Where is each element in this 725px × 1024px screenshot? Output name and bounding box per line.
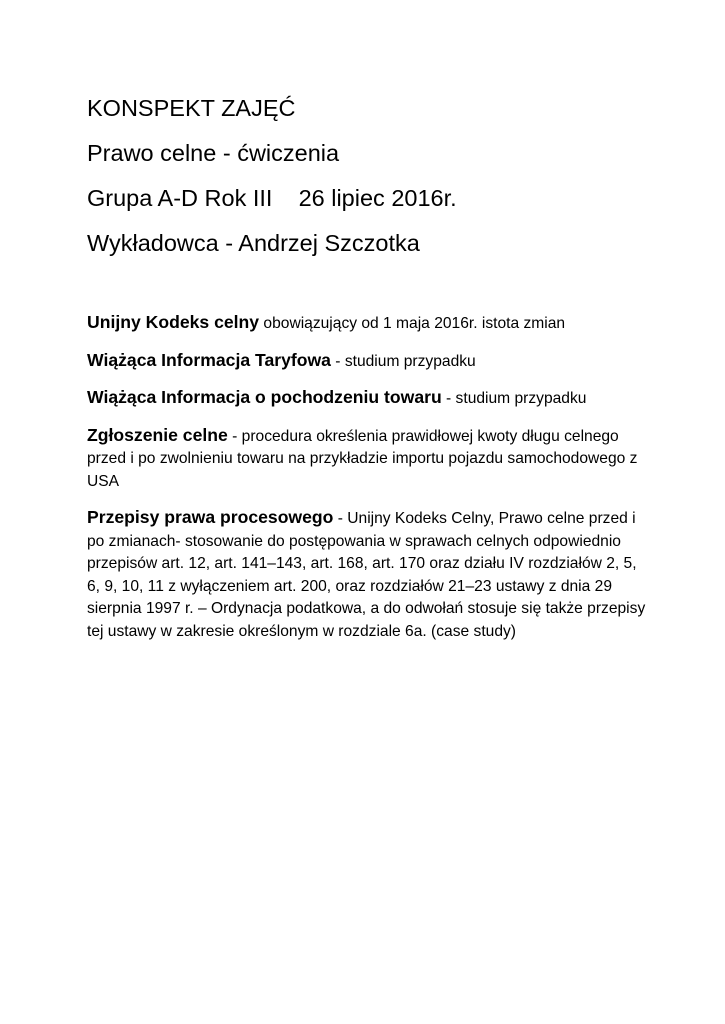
document-title: KONSPEKT ZAJĘĆ <box>87 95 296 121</box>
topic-item <box>87 506 647 643</box>
topic-description: - studium przypadku <box>330 352 476 370</box>
topic-item <box>87 349 647 374</box>
course-subject: Prawo celne - ćwiczenia <box>87 140 340 166</box>
group-and-date: Grupa A-D Rok III 26 lipiec 2016r. <box>87 185 457 211</box>
topic-term: Zgłoszenie celne <box>87 424 228 445</box>
topic-item <box>87 311 647 336</box>
topic-term: Wiążąca Informacja Taryfowa <box>87 349 331 370</box>
topic-description: obowiązujący od 1 maja 2016r. istota zmian <box>259 315 566 332</box>
topic-term: Unijny Kodeks celny <box>87 312 260 332</box>
topic-description: - studium przypadku <box>441 390 587 407</box>
topic-item <box>87 386 647 411</box>
topics-list <box>87 311 647 656</box>
topic-term: Przepisy prawa procesowego <box>87 507 334 527</box>
topic-item <box>87 424 647 494</box>
document-header <box>87 86 457 266</box>
lecturer: Wykładowca - Andrzej Szczotka <box>87 230 420 256</box>
topic-term: Wiążąca Informacja o pochodzeniu towaru <box>87 387 442 407</box>
topic-description: - Unijny Kodeks Celny, Prawo celne przed i po zmianach- stosowanie do postępowania w sprawach celnych odpowiednio przepisów art. 12, art. 141–143, art. 168, art. 170 oraz działu IV rozdziałów 2, 5, 6, 9, 10, 11 z wyłączeniem art. 200, oraz rozdziałów 21–23 ustawy z dnia 29 sierpnia 1997 r. – Ordynacja podatkowa, a do odwołań stosuje się także przepisy tej ustawy w zakresie określonym w rozdziale 6a. (case study) <box>87 510 646 640</box>
topic-description: - procedura określenia prawidłowej kwoty długu celnego przed i po zwolnieniu towaru na przykładzie importu pojazdu samochodowego z USA <box>87 427 638 490</box>
